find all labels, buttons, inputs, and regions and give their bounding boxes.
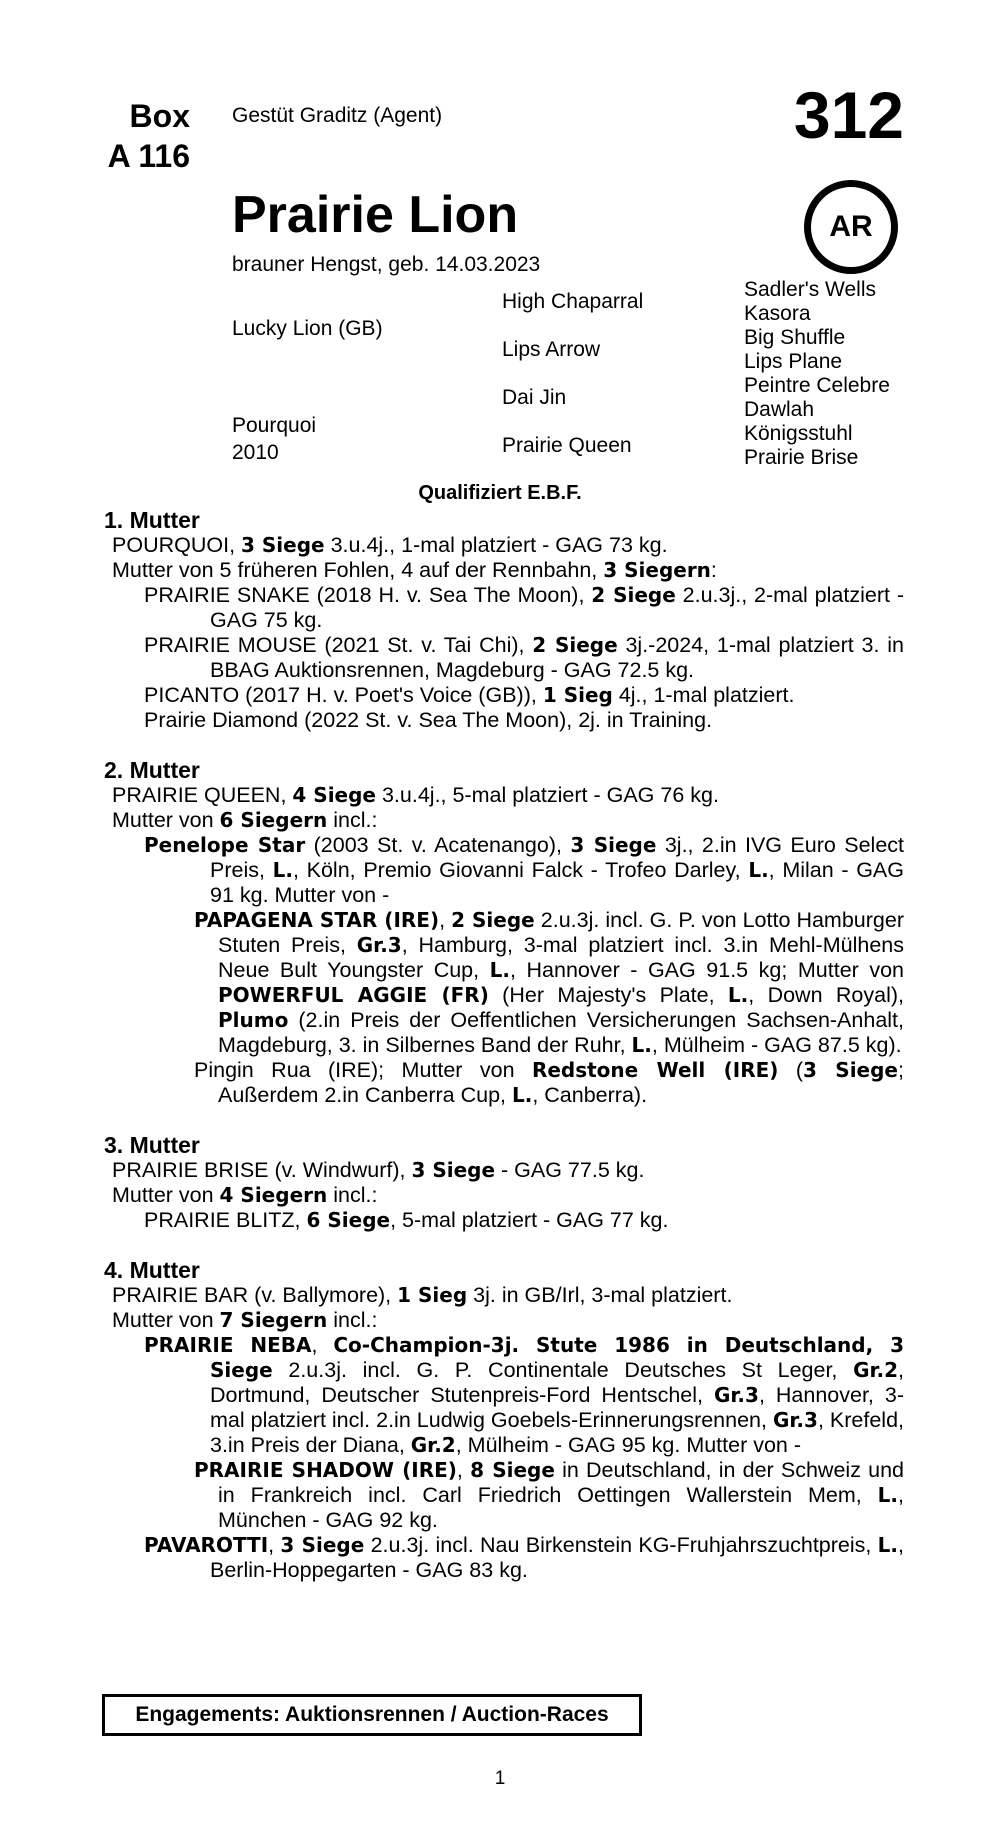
pedigree-great-grandparent: Königsstuhl <box>744 422 853 445</box>
section-title: 2. Mutter <box>104 757 200 783</box>
horse-description: brauner Hengst, geb. 14.03.2023 <box>232 253 541 276</box>
section-title: 4. Mutter <box>104 1257 200 1283</box>
pedigree-grandparent: High Chaparral <box>502 290 644 313</box>
offspring-entry: PRAIRIE BLITZ, 6 Siege, 5-mal platziert - GAG 77 kg. <box>144 1208 669 1232</box>
dam-record: POURQUOI, 3 Siege 3.u.4j., 1-mal platziert - GAG 73 kg. <box>112 533 668 557</box>
pedigree-sire: Lucky Lion (GB) <box>232 317 383 340</box>
offspring-entry: Penelope Star (2003 St. v. Acatenango), 3 Siege 3j., 2.in IVG Euro Select Preis, L., Köln, Premio Giovanni Falck - Trofeo Darley, L., Milan - GAG 91 kg. Mutter von - <box>144 833 905 907</box>
dam-record: PRAIRIE BAR (v. Ballymore), 1 Sieg 3j. in GB/Irl, 3-mal platziert. <box>112 1283 733 1307</box>
agent: Gestüt Graditz (Agent) <box>232 104 443 127</box>
produce-summary: Mutter von 7 Siegern incl.: <box>112 1308 378 1332</box>
pedigree-great-grandparent: Prairie Brise <box>744 446 859 469</box>
offspring-entry: PICANTO (2017 H. v. Poet's Voice (GB)), 1 Sieg 4j., 1-mal platziert. <box>144 683 795 707</box>
qualified-ebf: Qualifiziert E.B.F. <box>418 482 582 504</box>
dam-line-text <box>104 508 904 1583</box>
produce-summary: Mutter von 6 Siegern incl.: <box>112 808 378 832</box>
pedigree-grandparent: Prairie Queen <box>502 434 632 457</box>
grand-offspring-entry: PRAIRIE SHADOW (IRE), 8 Siege in Deutschland, in der Schweiz und in Frankreich incl. Carl Friedrich Oettingen Wallerstein Mem, L., München - GAG 92 kg. <box>194 1458 905 1532</box>
offspring-entry: PRAIRIE MOUSE (2021 St. v. Tai Chi), 2 Siege 3j.-2024, 1-mal platziert 3. in BBAG Auktionsrennen, Magdeburg - GAG 72.5 kg. <box>144 633 904 682</box>
box-label <box>60 96 190 176</box>
section-title: 3. Mutter <box>104 1132 200 1158</box>
lot-number: 312 <box>793 78 904 152</box>
pedigree-great-grandparent: Big Shuffle <box>744 326 846 349</box>
pedigree-great-grandparent: Dawlah <box>744 398 815 421</box>
produce-summary: Mutter von 4 Siegern incl.: <box>112 1183 378 1207</box>
produce-summary: Mutter von 5 früheren Fohlen, 4 auf der Rennbahn, 3 Siegern: <box>112 558 717 582</box>
box-line1: Box <box>129 98 190 134</box>
pedigree-great-grandparent: Peintre Celebre <box>744 374 890 397</box>
pedigree-great-grandparent: Kasora <box>744 302 811 325</box>
pedigree-great-grandparents <box>744 278 890 470</box>
pedigree-dam-year: 2010 <box>232 441 279 464</box>
offspring-entry: Prairie Diamond (2022 St. v. Sea The Moon), 2j. in Training. <box>144 708 713 732</box>
offspring-entry: PRAIRIE SNAKE (2018 H. v. Sea The Moon), 2 Siege 2.u.3j., 2-mal platziert - GAG 75 kg. <box>144 583 904 632</box>
dam-record: PRAIRIE QUEEN, 4 Siege 3.u.4j., 5-mal platziert - GAG 76 kg. <box>112 783 719 807</box>
grand-offspring-entry: PAPAGENA STAR (IRE), 2 Siege 2.u.3j. incl. G. P. von Lotto Hamburger Stuten Preis, Gr.3, Hamburg, 3-mal platziert incl. 3.in Mehl-Mülhens Neue Bult Youngster Cup, L., Hannover - GAG 91.5 kg; Mutter von POWERFUL AGGIE (FR) (Her Majesty's Plate, L., Down Royal), Plumo (2.in Preis der Oeffentlichen Versicherungen Sachsen-Anhalt, Magdeburg, 3. in Silbernes Band der Ruhr, L., Mülheim - GAG 87.5 kg). <box>194 908 905 1057</box>
pedigree-grandparent: Dai Jin <box>502 386 567 409</box>
grand-offspring-entry: Pingin Rua (IRE); Mutter von Redstone Well (IRE) (3 Siege; Außerdem 2.in Canberra Cup, L., Canberra). <box>194 1058 904 1107</box>
offspring-entry: PRAIRIE NEBA, Co-Champion-3j. Stute 1986 in Deutschland, 3 Siege 2.u.3j. incl. G. P. Continentale Deutsches St Leger, Gr.2, Dortmund, Deutscher Stutenpreis-Ford Hentschel, Gr.3, Hannover, 3-mal platziert incl. 2.in Ludwig Goebels-Erinnerungsrennen, Gr.3, Krefeld, 3.in Preis der Diana, Gr.2, Mülheim - GAG 95 kg. Mutter von - <box>144 1333 904 1457</box>
dam-record: PRAIRIE BRISE (v. Windwurf), 3 Siege - GAG 77.5 kg. <box>112 1158 645 1182</box>
page-number: 1 <box>494 1768 506 1789</box>
section-title: 1. Mutter <box>104 507 200 533</box>
ar-badge: AR <box>804 180 898 274</box>
horse-name: Prairie Lion <box>232 186 519 244</box>
offspring-entry: PAVAROTTI, 3 Siege 2.u.3j. incl. Nau Birkenstein KG-Fruhjahrszuchtpreis, L., Berlin-Hoppegarten - GAG 83 kg. <box>144 1533 904 1582</box>
pedigree-dam: Pourquoi <box>232 414 317 437</box>
pedigree-grandparent: Lips Arrow <box>502 338 601 361</box>
pedigree-great-grandparent: Sadler's Wells <box>744 278 876 301</box>
box-line2: A 116 <box>107 138 190 174</box>
engagements-box: Engagements: Auktionsrennen / Auction-Races <box>102 1694 642 1736</box>
pedigree-great-grandparent: Lips Plane <box>744 350 843 373</box>
